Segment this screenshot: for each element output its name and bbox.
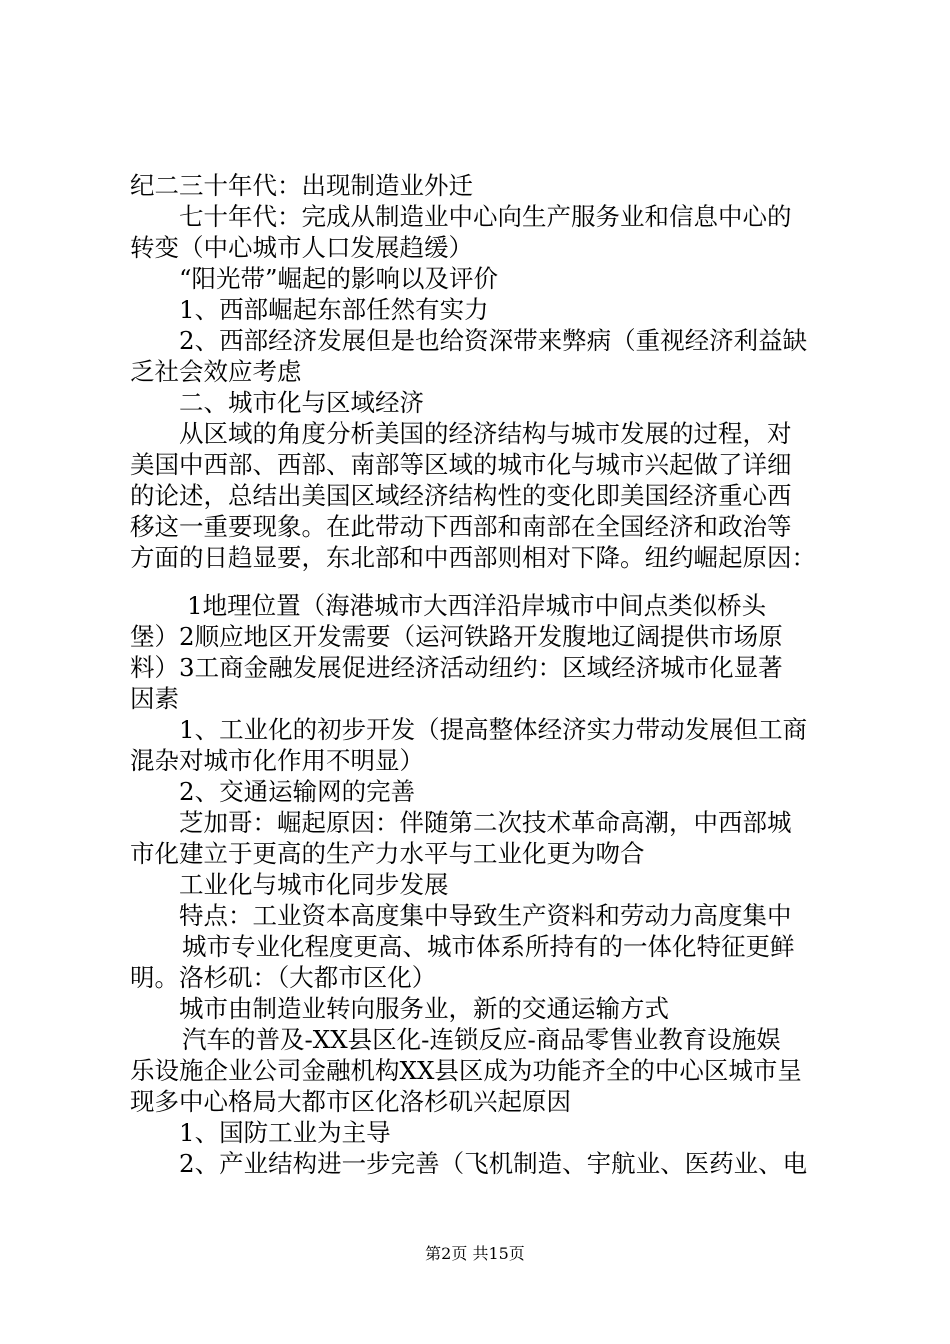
text-line: 因素 — [130, 684, 179, 713]
document-body — [130, 170, 850, 1179]
text-line: 七十年代：完成从制造业中心向生产服务业和信息中心的 — [179, 202, 792, 231]
text-line: 从区域的角度分析美国的经济结构与城市发展的过程，对 — [179, 419, 792, 448]
text-line: 乐设施企业公司金融机构XX县区成为功能齐全的中心区城市呈 — [130, 1056, 802, 1085]
text-line: 城市专业化程度更高、城市体系所持有的一体化特征更鲜 — [182, 932, 795, 961]
text-line: 现多中心格局大都市区化洛杉矶兴起原因 — [130, 1087, 571, 1116]
text-line: 2、西部经济发展但是也给资深带来弊病（重视经济利益缺 — [179, 326, 808, 355]
text-line: 乏社会效应考虑 — [130, 357, 302, 386]
text-line: 特点：工业资本高度集中导致生产资料和劳动力高度集中 — [179, 901, 792, 930]
text-line: 2、产业结构进一步完善（飞机制造、宇航业、医药业、电 — [179, 1149, 808, 1178]
text-line: 明。洛杉矶：（大都市区化） — [130, 963, 437, 992]
text-line: 芝加哥：崛起原因：伴随第二次技术革命高潮，中西部城 — [179, 808, 792, 837]
text-line: 纪二三十年代：出现制造业外迁 — [130, 171, 473, 200]
text-line: 市化建立于更高的生产力水平与工业化更为吻合 — [130, 839, 645, 868]
text-line: 1、工业化的初步开发（提高整体经济实力带动发展但工商 — [179, 715, 808, 744]
text-line: 的论述，总结出美国区域经济结构性的变化即美国经济重心西 — [130, 481, 792, 510]
page-number-footer: 第2页 共15页 — [425, 1244, 525, 1263]
text-line: “阳光带”崛起的影响以及评价 — [179, 264, 499, 293]
text-line: 混杂对城市化作用不明显） — [130, 746, 424, 775]
text-line: 2、交通运输网的完善 — [179, 777, 416, 806]
text-line: 1、国防工业为主导 — [179, 1118, 391, 1147]
text-line: 移这一重要现象。在此带动下西部和南部在全国经济和政治等 — [130, 512, 792, 541]
text-line: 城市由制造业转向服务业，新的交通运输方式 — [179, 994, 669, 1023]
text-line: 堡）2顺应地区开发需要（运河铁路开发腹地辽阔提供市场原 — [130, 622, 783, 651]
text-line: 工业化与城市化同步发展 — [179, 870, 449, 899]
text-line: 美国中西部、西部、南部等区域的城市化与城市兴起做了详细 — [130, 450, 792, 479]
section-heading: 二、城市化与区域经济 — [179, 388, 424, 417]
text-line: 汽车的普及-XX县区化-连锁反应-商品零售业教育设施娱 — [182, 1025, 781, 1054]
text-line: 转变（中心城市人口发展趋缓） — [130, 233, 473, 262]
text-line: 方面的日趋显要，东北部和中西部则相对下降。纽约崛起原因： — [130, 543, 816, 572]
text-line: 1、西部崛起东部任然有实力 — [179, 295, 489, 324]
text-line: 1地理位置（海港城市大西洋沿岸城市中间点类似桥头 — [187, 591, 767, 620]
text-line: 料）3工商金融发展促进经济活动纽约：区域经济城市化显著 — [130, 653, 783, 682]
